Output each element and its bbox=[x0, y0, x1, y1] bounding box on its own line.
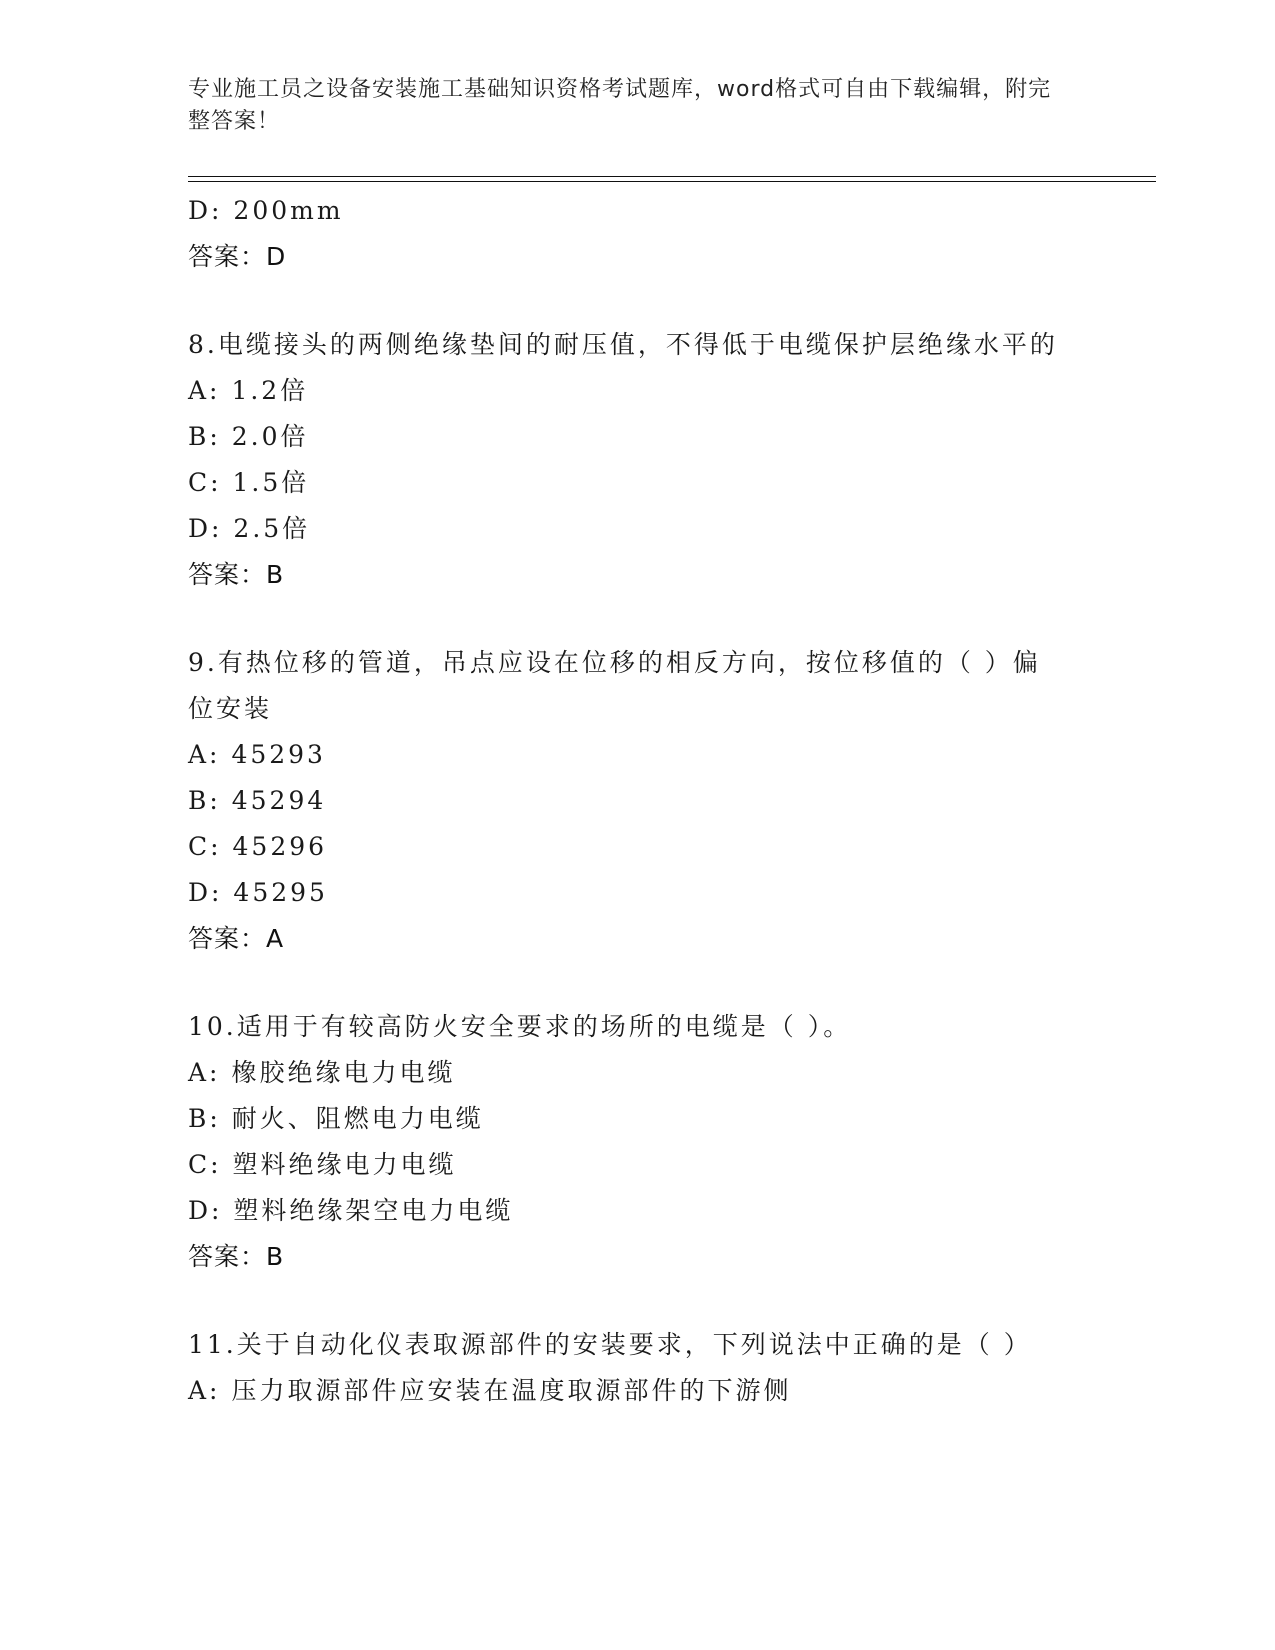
option-label: A: bbox=[188, 376, 221, 405]
spacer bbox=[188, 598, 1088, 640]
answer-line: 答案：D bbox=[188, 242, 287, 271]
option-label: D: bbox=[188, 196, 223, 225]
option-a bbox=[188, 368, 1088, 414]
question-11 bbox=[188, 1322, 1088, 1414]
option-label: B: bbox=[188, 422, 221, 451]
question-stem: 9.有热位移的管道，吊点应设在位移的相反方向，按位移值的（ ）偏位安装 bbox=[188, 648, 1041, 723]
header-rule-top bbox=[188, 176, 1156, 177]
option-text: 45295 bbox=[233, 878, 328, 907]
option-a bbox=[188, 1050, 1088, 1096]
option-text: 耐火、阻燃电力电缆 bbox=[231, 1104, 484, 1133]
option-text: 压力取源部件应安装在温度取源部件的下游侧 bbox=[231, 1376, 792, 1405]
option-d bbox=[188, 188, 1088, 234]
option-b bbox=[188, 778, 1088, 824]
question-stem: 8.电缆接头的两侧绝缘垫间的耐压值，不得低于电缆保护层绝缘水平的 bbox=[188, 330, 1058, 359]
option-text: 2.0倍 bbox=[231, 422, 309, 451]
question-stem: 11.关于自动化仪表取源部件的安装要求，下列说法中正确的是（ ） bbox=[188, 1330, 1032, 1359]
option-text: 橡胶绝缘电力电缆 bbox=[231, 1058, 456, 1087]
page-header: 专业施工员之设备安装施工基础知识资格考试题库，word格式可自由下载编辑，附完整答案！ bbox=[188, 77, 1052, 134]
option-a bbox=[188, 1368, 1088, 1414]
option-c bbox=[188, 1142, 1088, 1188]
option-text: 塑料绝缘架空电力电缆 bbox=[233, 1196, 514, 1225]
option-d bbox=[188, 870, 1088, 916]
option-text: 2.5倍 bbox=[233, 514, 311, 543]
option-text: 1.5倍 bbox=[232, 468, 310, 497]
option-label: D: bbox=[188, 878, 223, 907]
option-label: C: bbox=[188, 1150, 222, 1179]
option-d bbox=[188, 506, 1088, 552]
option-label: D: bbox=[188, 1196, 223, 1225]
option-a bbox=[188, 732, 1088, 778]
option-label: C: bbox=[188, 832, 222, 861]
question-9 bbox=[188, 640, 1088, 962]
option-label: A: bbox=[188, 1058, 221, 1087]
spacer bbox=[188, 962, 1088, 1004]
option-text: 45296 bbox=[232, 832, 328, 861]
answer-line: 答案：A bbox=[188, 924, 285, 953]
question-fragment bbox=[188, 188, 1088, 280]
question-list bbox=[188, 188, 1088, 1414]
option-text: 45293 bbox=[231, 740, 326, 769]
answer-line: 答案：B bbox=[188, 1242, 285, 1271]
option-text: 塑料绝缘电力电缆 bbox=[232, 1150, 457, 1179]
question-stem: 10.适用于有较高防火安全要求的场所的电缆是（ ）。 bbox=[188, 1012, 852, 1041]
option-c bbox=[188, 824, 1088, 870]
option-label: D: bbox=[188, 514, 223, 543]
option-text: 45294 bbox=[231, 786, 327, 815]
question-10 bbox=[188, 1004, 1088, 1280]
option-label: B: bbox=[188, 786, 221, 815]
option-label: A: bbox=[188, 740, 221, 769]
spacer bbox=[188, 1280, 1088, 1322]
answer-line: 答案：B bbox=[188, 560, 285, 589]
option-label: B: bbox=[188, 1104, 221, 1133]
option-c bbox=[188, 460, 1088, 506]
option-b bbox=[188, 1096, 1088, 1142]
spacer bbox=[188, 280, 1088, 322]
question-8 bbox=[188, 322, 1088, 598]
option-text: 1.2倍 bbox=[231, 376, 309, 405]
header-rule-bottom bbox=[188, 181, 1156, 182]
option-d bbox=[188, 1188, 1088, 1234]
option-label: C: bbox=[188, 468, 222, 497]
option-text: 200mm bbox=[233, 196, 344, 225]
option-b bbox=[188, 414, 1088, 460]
option-label: A: bbox=[188, 1376, 221, 1405]
